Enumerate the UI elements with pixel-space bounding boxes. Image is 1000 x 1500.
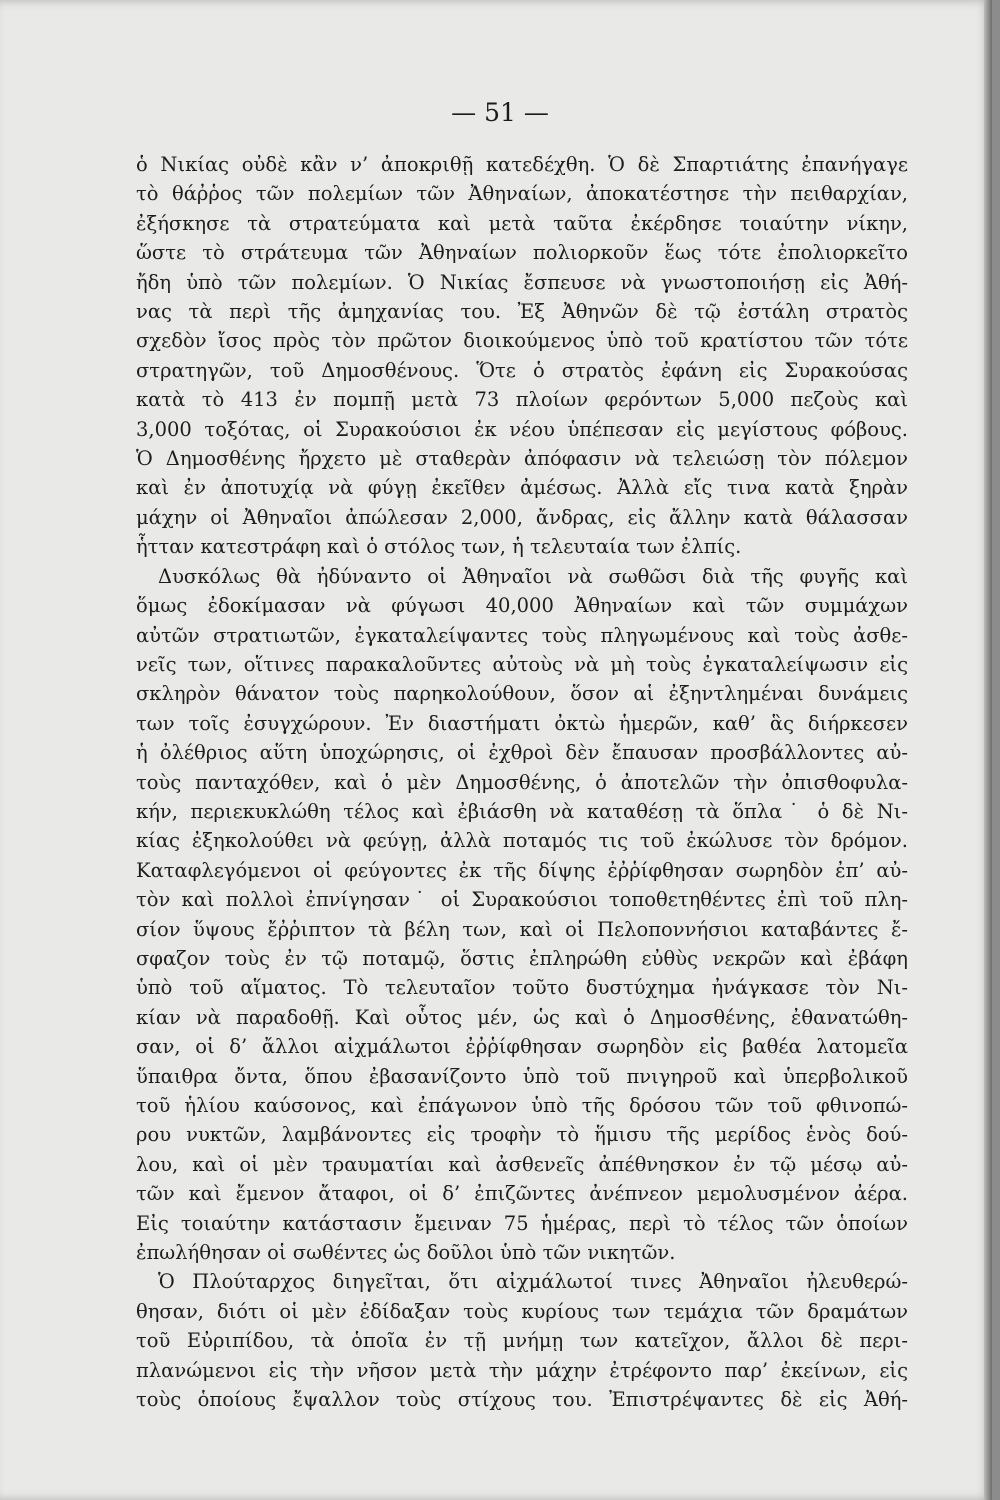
text-line: ἐπωλήθησαν οἱ σωθέντες ὡς δοῦλοι ὑπὸ τῶν νικητῶν.	[136, 1241, 676, 1265]
text-line: στρατηγῶν, τοῦ Δημοσθένους. Ὅτε ὁ στρατὸς ἐφάνη εἰς Συρακούσας	[136, 358, 908, 382]
body-text	[136, 150, 908, 1414]
text-line: Ὁ Πλούταρχος διηγεῖται, ὅτι αἰχμάλωτοί τινες Ἀθηναῖοι ἠλευθερώ-	[158, 1270, 908, 1294]
text-line: σκληρὸν θάνατον τοὺς παρηκολούθουν, ὅσον αἱ ἐξηντλημέναι δυνάμεις	[136, 682, 908, 706]
text-line: ἐξήσκησε τὰ στρατεύματα καὶ μετὰ ταῦτα ἐκέρδησε τοιαύτην νίκην,	[136, 211, 908, 235]
text-line: μάχην οἱ Ἀθηναῖοι ἀπώλεσαν 2,000, ἄνδρας, εἰς ἄλλην κατὰ θάλασσαν	[136, 505, 908, 529]
text-line: ἡ ὀλέθριος αὕτη ὑποχώρησις, οἱ ἐχθροὶ δὲν ἔπαυσαν προσβάλλοντες αὐ-	[136, 741, 908, 765]
text-line: Καταφλεγόμενοι οἱ φεύγοντες ἐκ τῆς δίψης ἐῤῥίφθησαν σωρηδὸν ἐπ’ αὐ-	[136, 858, 908, 882]
text-line: τοῦ Εὐριπίδου, τὰ ὁποῖα ἐν τῇ μνήμῃ των κατεῖχον, ἄλλοι δὲ περι-	[136, 1329, 908, 1353]
text-line: ὥστε τὸ στράτευμα τῶν Ἀθηναίων πολιορκοῦν ἕως τότε ἐπολιορκεῖτο	[136, 241, 908, 265]
text-line: Ὁ Δημοσθένης ἤρχετο μὲ σταθερὰν ἀπόφασιν νὰ τελειώσῃ τὸν πόλεμον	[136, 447, 908, 471]
text-line: τῶν καὶ ἔμενον ἄταφοι, οἱ δ’ ἐπιζῶντες ἀνέπνεον μεμολυσμένον ἀέρα.	[136, 1182, 908, 1206]
text-line: τοὺς πανταχόθεν, καὶ ὁ μὲν Δημοσθένης, ὁ ἀποτελῶν τὴν ὀπισθοφυλα-	[136, 770, 908, 794]
text-line: σφαζον τοὺς ἐν τῷ ποταμῷ, ὅστις ἐπληρώθη εὐθὺς νεκρῶν καὶ ἐβάφη	[136, 946, 908, 970]
text-line: ὑπὸ τοῦ αἵματος. Τὸ τελευταῖον τοῦτο δυστύχημα ἠνάγκασε τὸν Νι-	[136, 976, 908, 1000]
page-number: — 51 —	[451, 98, 549, 127]
text-line: τοὺς ὁποίους ἔψαλλον τοὺς στίχους του. Ἐπιστρέψαντες δὲ εἰς Ἀθή-	[136, 1388, 908, 1412]
text-line: πλανώμενοι εἰς τὴν νῆσον μετὰ τὴν μάχην ἐτρέφοντο παρ’ ἐκείνων, εἰς	[136, 1358, 908, 1382]
text-line: Εἰς τοιαύτην κατάστασιν ἔμειναν 75 ἡμέρας, περὶ τὸ τέλος τῶν ὁποίων	[136, 1211, 908, 1235]
page-edge-shadow	[984, 0, 992, 1500]
text-line: 3,000 τοξότας, οἱ Συρακούσιοι ἐκ νέου ὑπέπεσαν εἰς μεγίστους φόβους.	[136, 417, 908, 441]
text-line: ρου νυκτῶν, λαμβάνοντες εἰς τροφὴν τὸ ἥμισυ τῆς μερίδος ἑνὸς δού-	[136, 1123, 908, 1147]
text-line: Δυσκόλως θὰ ἠδύναντο οἱ Ἀθηναῖοι νὰ σωθῶσι διὰ τῆς φυγῆς καὶ	[158, 564, 908, 588]
text-line: ὁ Νικίας οὐδὲ κἂν ν’ ἀποκριθῇ κατεδέχθη. Ὁ δὲ Σπαρτιάτης ἐπανήγαγε	[136, 153, 908, 176]
text-line: σαν, οἱ δ’ ἄλλοι αἰχμάλωτοι ἐῤῥίφθησαν σωρηδὸν εἰς βαθέα λατομεῖα	[136, 1035, 908, 1059]
text-line: κατὰ τὸ 413 ἐν πομπῇ μετὰ 73 πλοίων φερόντων 5,000 πεζοὺς καὶ	[136, 388, 908, 412]
text-line: καὶ ἐν ἀποτυχίᾳ νὰ φύγῃ ἐκεῖθεν ἀμέσως. Ἀλλὰ εἴς τινα κατὰ ξηρὰν	[136, 476, 908, 500]
text-line: κίας ἐξηκολούθει νὰ φεύγῃ, ἀλλὰ ποταμός τις τοῦ ἐκώλυσε τὸν δρόμον.	[136, 829, 908, 853]
text-line: ὅμως ἐδοκίμασαν νὰ φύγωσι 40,000 Ἀθηναίων καὶ τῶν συμμάχων	[136, 594, 908, 618]
text-line: τὸν καὶ πολλοὶ ἐπνίγησαν˙ οἱ Συρακούσιοι τοποθετηθέντες ἐπὶ τοῦ πλη-	[136, 888, 908, 912]
text-line: τὸ θάῤῥος τῶν πολεμίων τῶν Ἀθηναίων, ἀποκατέστησε τὴν πειθαρχίαν,	[136, 182, 908, 206]
text-line: λου, καὶ οἱ μὲν τραυματίαι καὶ ἀσθενεῖς ἀπέθνησκον ἐν τῷ μέσῳ αὐ-	[136, 1152, 908, 1176]
text-line: κήν, περιεκυκλώθη τέλος καὶ ἐβιάσθη νὰ καταθέσῃ τὰ ὅπλα˙ ὁ δὲ Νι-	[136, 799, 908, 823]
text-line: ἤδη ὑπὸ τῶν πολεμίων. Ὁ Νικίας ἔσπευσε νὰ γνωστοποιήσῃ εἰς Ἀθή-	[136, 270, 908, 294]
text-line: νας τὰ περὶ τῆς ἀμηχανίας του. Ἐξ Ἀθηνῶν δὲ τῷ ἐστάλη στρατὸς	[136, 300, 908, 324]
text-line: νεῖς των, οἵτινες παρακαλοῦντες αὐτοὺς νὰ μὴ τοὺς ἐγκαταλείψωσιν εἰς	[136, 652, 908, 676]
text-line: ἧτταν κατεστράφη καὶ ὁ στόλος των, ἡ τελευταία των ἐλπίς.	[136, 535, 742, 559]
text-line: τοῦ ἡλίου καύσονος, καὶ ἐπάγωνον ὑπὸ τῆς δρόσου τῶν τοῦ φθινοπώ-	[136, 1094, 908, 1117]
text-line: αὐτῶν στρατιωτῶν, ἐγκαταλείψαντες τοὺς πληγωμένους καὶ τοὺς ἀσθε-	[136, 623, 908, 647]
text-line: κίαν νὰ παραδοθῇ. Καὶ οὗτος μέν, ὡς καὶ ὁ Δημοσθένης, ἐθανατώθη-	[136, 1005, 908, 1029]
text-line: των τοῖς ἐσυγχώρουν. Ἐν διαστήματι ὀκτὼ ἡμερῶν, καθ’ ἃς διήρκεσεν	[136, 711, 908, 735]
text-line: θησαν, διότι οἱ μὲν ἐδίδαξαν τοὺς κυρίους των τεμάχια τῶν δραμάτων	[136, 1299, 908, 1323]
text-line: σίον ὕψους ἔῤῥιπτον τὰ βέλη των, καὶ οἱ Πελοποννήσιοι καταβάντες ἔ-	[136, 917, 908, 941]
text-line: σχεδὸν ἴσος πρὸς τὸν πρῶτον διοικούμενος ὑπὸ τοῦ κρατίστου τῶν τότε	[136, 329, 908, 353]
text-line: ὕπαιθρα ὄντα, ὅπου ἐβασανίζοντο ὑπὸ τοῦ πνιγηροῦ καὶ ὑπερβολικοῦ	[136, 1064, 908, 1088]
